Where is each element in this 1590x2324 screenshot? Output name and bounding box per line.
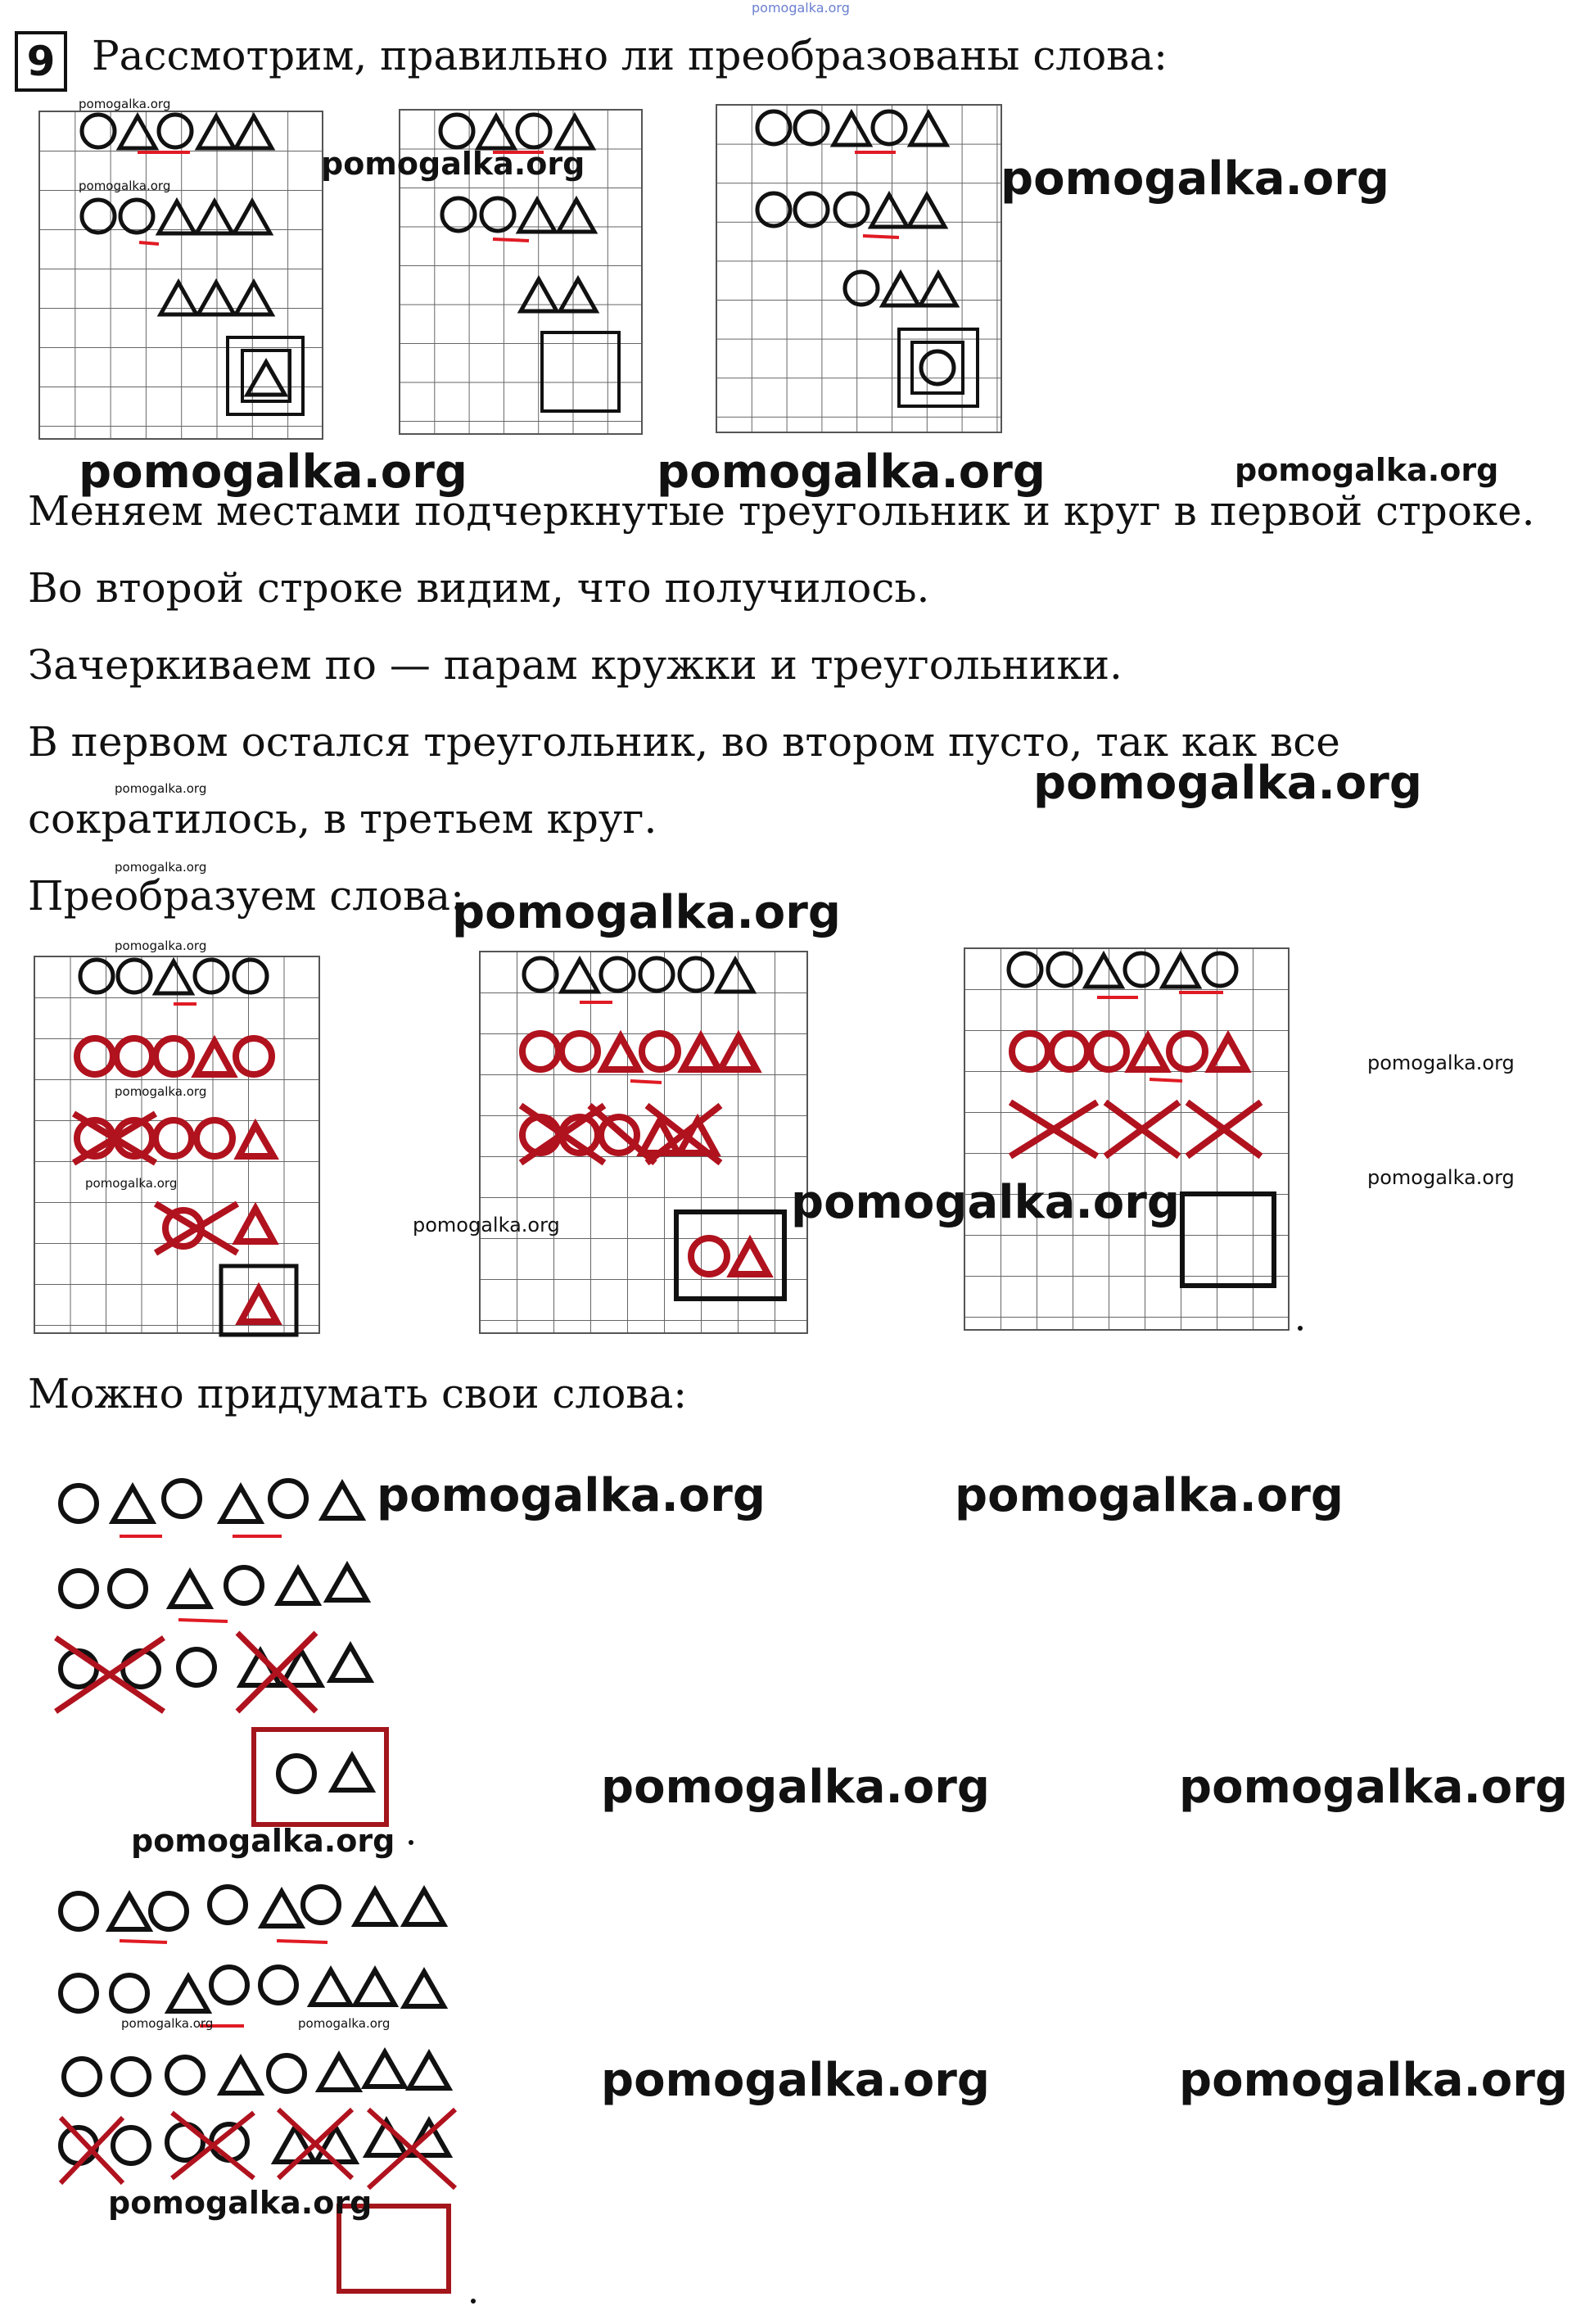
task-title: Рассмотрим, правильно ли преобразованы слова: (92, 32, 1168, 79)
section-heading: Можно придумать свои слова: (28, 1370, 688, 1417)
watermark: pomogalka.org (1367, 1051, 1515, 1074)
watermark: pomogalka.org (791, 1176, 1180, 1229)
watermark: pomogalka.org (115, 938, 207, 953)
watermark: pomogalka.org (955, 1469, 1344, 1522)
paragraph: Зачеркиваем по — парам кружки и треугольники. (28, 641, 1122, 689)
watermark: pomogalka.org (298, 2016, 391, 2031)
paragraph: В первом остался треугольник, во втором пусто, так как все (28, 718, 1340, 766)
watermark: pomogalka.org (1179, 1761, 1568, 1814)
paragraph: Меняем местами подчеркнутые треугольник и круг в первой строке. (28, 487, 1535, 535)
paragraph: сократилось, в третьем круг. (28, 795, 657, 843)
watermark: pomogalka.org (79, 445, 468, 499)
top-watermark: pomogalka.org (752, 0, 850, 16)
watermark: pomogalka.org (85, 1176, 178, 1191)
watermark: pomogalka.org (452, 886, 841, 939)
watermark: pomogalka.org (1033, 757, 1422, 810)
watermark: pomogalka.org (79, 179, 171, 193)
task-number: 9 (15, 31, 67, 92)
watermark: pomogalka.org (321, 146, 585, 182)
watermark: pomogalka.org (115, 1084, 207, 1099)
watermark: pomogalka.org (377, 1469, 766, 1522)
watermark: pomogalka.org (413, 1214, 560, 1237)
watermark: pomogalka.org (1001, 152, 1389, 206)
watermark: pomogalka.org (601, 2054, 990, 2107)
watermark: pomogalka.org (108, 2185, 373, 2221)
watermark: pomogalka.org (115, 781, 207, 796)
paragraph: Преобразуем слова: (28, 872, 464, 920)
watermark: pomogalka.org (1235, 452, 1499, 488)
watermark: pomogalka.org (1179, 2054, 1568, 2107)
watermark: pomogalka.org (121, 2016, 214, 2031)
watermark: pomogalka.org (1367, 1166, 1515, 1189)
watermark: pomogalka.org (657, 445, 1046, 499)
watermark: pomogalka.org (601, 1761, 990, 1814)
watermark: pomogalka.org (79, 97, 171, 111)
watermark: pomogalka.org (115, 860, 207, 875)
watermark: pomogalka.org (131, 1823, 395, 1859)
paragraph: Во второй строке видим, что получилось. (28, 564, 930, 612)
